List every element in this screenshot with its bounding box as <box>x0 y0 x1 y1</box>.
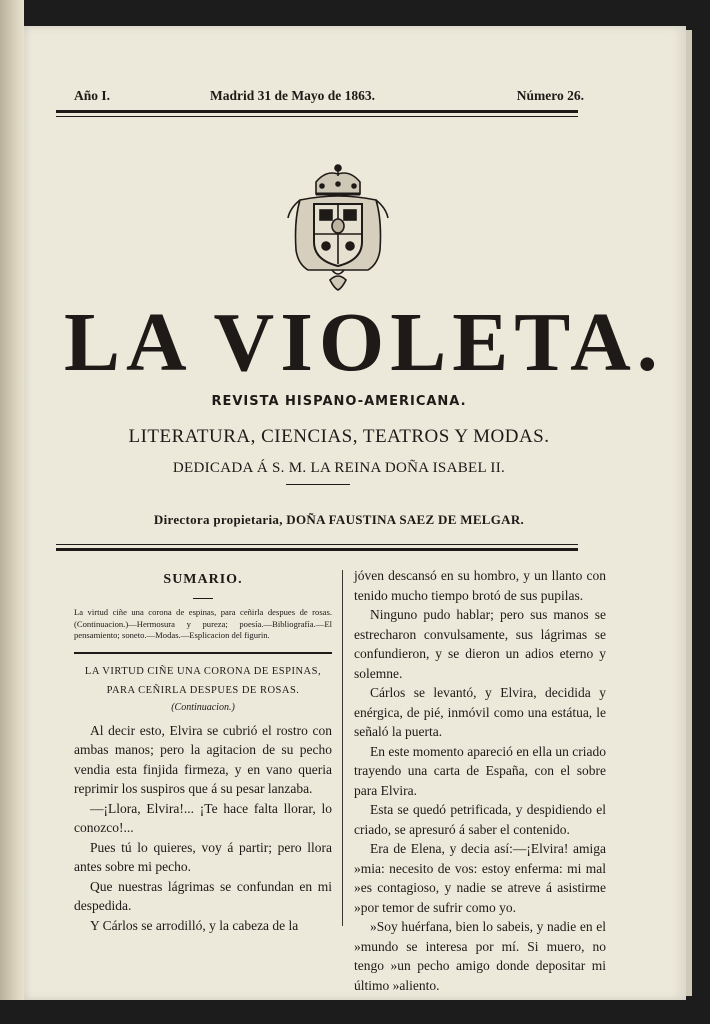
summary-dash <box>193 598 213 599</box>
article-paragraph: Que nuestras lágrimas se confundan en mi despedida. <box>74 878 332 913</box>
article-paragraph: Era de Elena, y decia así:—¡Elvira! amiga »mia: necesito de vos: estoy enferma: mi mal »es contagioso, y nadie se atreve á asistirme »por temor de sufrir como yo. <box>354 841 606 915</box>
article-paragraph: Al decir esto, Elvira se cubrió el rostro con ambas manos; pero la agitacion de su pecho vendia esta finjida firmeza, y en vano queria reprimir los suspiros que á su pesar lanzaba. <box>74 722 332 796</box>
article-paragraph: En este momento apareció en ella un criado trayendo una carta de España, con el sobre para Elvira. <box>354 743 606 798</box>
article-paragraph: Pues tú lo quieres, voy á partir; pero llora antes sobre mi pecho. <box>74 839 332 874</box>
article-paragraph: —¡Llora, Elvira!... ¡Te hace falta llorar, lo conozco!... <box>74 800 332 835</box>
summary-text: La virtud ciñe una corona de espinas, para ceñirla despues de rosas. (Continuacion.)—Hermosura y pureza; poesía.—Bibliografía.—El pensamiento; soneto.—Modas.—Esplicacion del figurin. <box>74 607 332 640</box>
header-rule-thin <box>56 116 578 117</box>
summary-title: SUMARIO. <box>163 572 243 587</box>
facing-page-edge <box>0 0 24 1000</box>
article-paragraph: jóven descansó en su hombro, y un llanto con tenido mucho tiempo brotó de sus pupilas. <box>354 568 606 603</box>
newspaper-page <box>24 26 686 1000</box>
article-paragraph: Cárlos se levantó, y Elvira, decidida y enérgica, de pié, inmóvil como una estátua, le señaló la puerta. <box>354 685 606 739</box>
article-paragraph: Ninguno pudo hablar; pero sus manos se estrecharon convulsamente, sus lágrimas se confundieron, y se dieron un adios eterno y solemne. <box>354 607 606 681</box>
newspaper-director: Directora propietaria, DOÑA FAUSTINA SAEZ DE MELGAR. <box>153 512 525 527</box>
body-rule-thin <box>56 544 578 545</box>
royal-coat-of-arms-icon <box>286 160 390 294</box>
article-continuation: (Continuacion.) <box>171 701 235 713</box>
right-column <box>354 566 606 995</box>
article-paragraph: Esta se quedó petrificada, y despidiendo el criado, se apresuró á saber el contenido. <box>354 802 606 837</box>
article-title-line-2: PARA CEÑIRLA DESPUES DE ROSAS. <box>106 684 300 696</box>
newspaper-topics: LITERATURA, CIENCIAS, TEATROS Y MODAS. <box>128 426 550 447</box>
dedication-rule <box>286 484 350 485</box>
article-title: LA VIRTUD CIÑE UNA CORONA DE ESPINAS, <box>84 665 322 677</box>
issue-year: Año I. <box>74 88 111 103</box>
article-paragraph: Y Cárlos se arrodilló, y la cabeza de la <box>90 917 299 933</box>
issue-number: Número 26. <box>516 88 584 103</box>
issue-date: Madrid 31 de Mayo de 1863. <box>210 88 375 103</box>
article-paragraph: »Soy huérfana, bien lo sabeis, y nadie en el »mundo se interesa por mí. Si muero, no tengo »un pecho amigo donde depositar mi último »aliento. <box>354 919 606 993</box>
page-edge-shadow <box>686 30 692 996</box>
newspaper-subtitle: REVISTA HISPANO-AMERICANA. <box>211 394 467 409</box>
newspaper-dedication: DEDICADA Á S. M. LA REINA DOÑA ISABEL II. <box>172 460 506 476</box>
left-article-text <box>74 721 332 936</box>
article-rule <box>74 652 332 654</box>
left-column <box>74 566 332 935</box>
newspaper-title: LA VIOLETA. <box>64 296 664 389</box>
header-rule-thick <box>56 110 578 113</box>
masthead-header <box>74 88 584 108</box>
column-divider <box>342 570 343 926</box>
body-rule-thick <box>56 548 578 551</box>
